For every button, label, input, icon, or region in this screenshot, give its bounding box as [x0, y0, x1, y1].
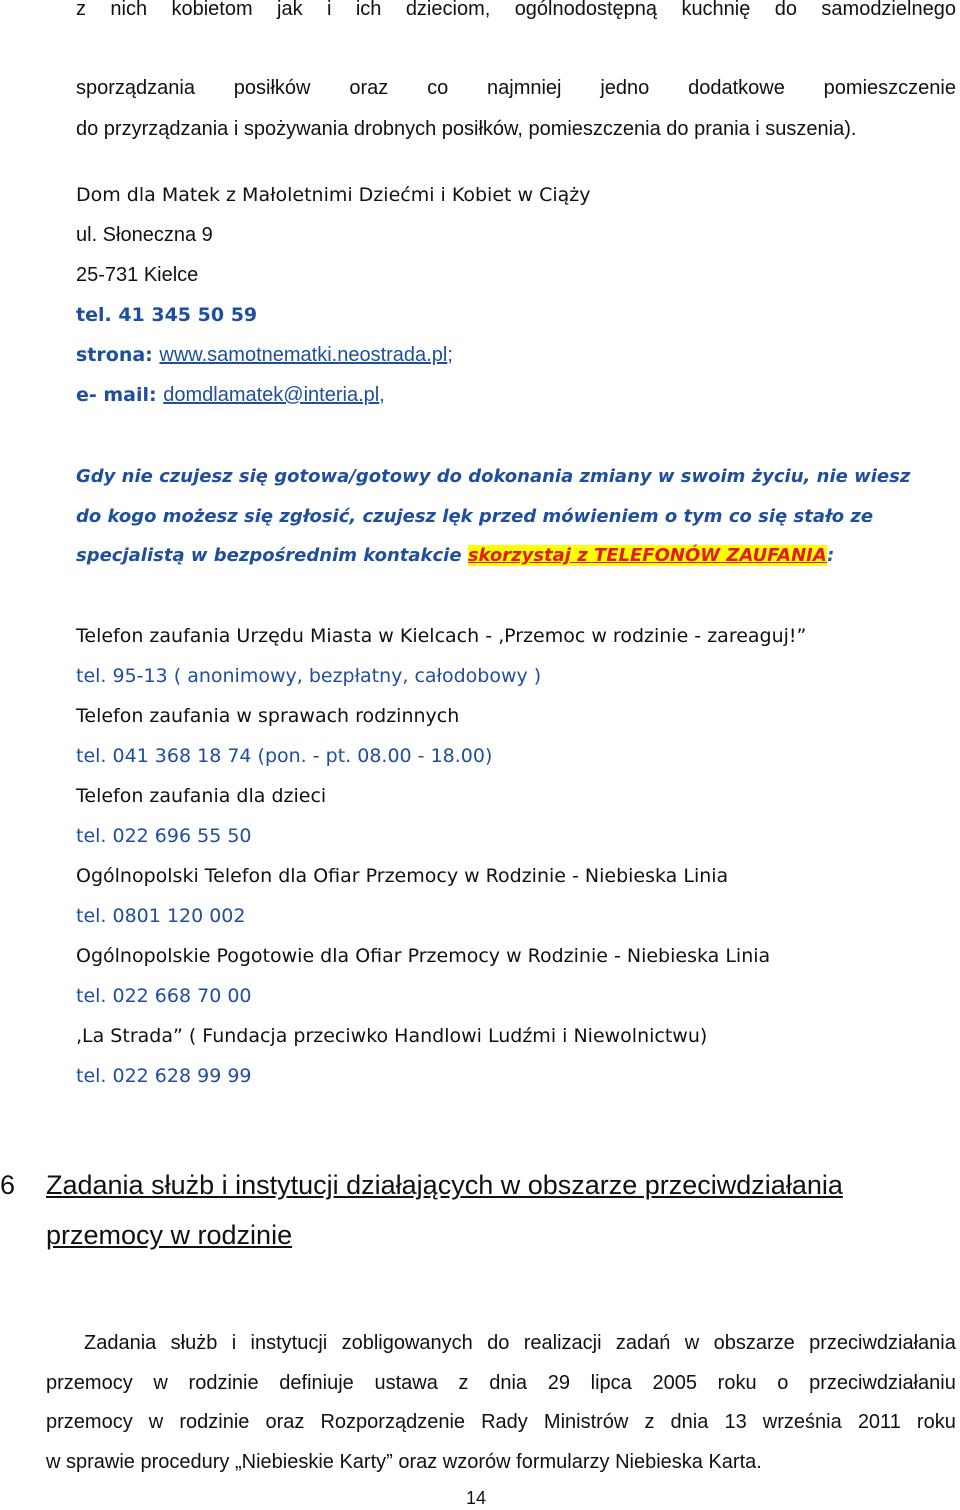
- word: przeciwdziałaniu: [809, 1372, 956, 1394]
- section-p-line-4: w sprawie procedury „Niebieskie Karty” oraz wzorów formularzy Niebieska Karta.: [46, 1451, 762, 1473]
- word: oraz: [265, 1411, 305, 1433]
- word: rodzinie: [179, 1411, 250, 1433]
- word: co: [427, 77, 449, 99]
- word: ich: [355, 0, 382, 20]
- hotline-title: Ogólnopolskie Pogotowie dla Ofiar Przemocy w Rodzinie - Niebieska Linia: [76, 945, 771, 967]
- hotline-phone: tel. 022 668 70 00: [76, 985, 252, 1007]
- appeal-line-3-colon: :: [827, 545, 835, 566]
- word: rodzinie: [188, 1372, 259, 1394]
- word: Rady: [481, 1411, 528, 1433]
- word: Rozporządzenie: [320, 1411, 466, 1433]
- word: z: [644, 1411, 655, 1433]
- word: instytucji: [250, 1332, 328, 1354]
- section-title-line-1: Zadania służb i instytucji działających w obszarze przeciwdziałania: [46, 1170, 843, 1200]
- word: Ministrów: [543, 1411, 629, 1433]
- word: z: [76, 0, 86, 20]
- word: 2011: [857, 1411, 901, 1433]
- word: zobligowanych: [341, 1332, 473, 1354]
- hotline-title: Telefon zaufania dla dzieci: [76, 785, 327, 807]
- word: dzieciom,: [405, 0, 491, 20]
- word: najmniej: [487, 77, 562, 99]
- appeal-line-3: [76, 545, 834, 566]
- word: sporządzania: [76, 77, 195, 99]
- word: Zadania: [84, 1332, 157, 1354]
- word: w: [153, 1372, 168, 1394]
- word: realizacji: [523, 1332, 602, 1354]
- hotline-phone: tel. 022 628 99 99: [76, 1065, 252, 1087]
- institution-name: Dom dla Matek z Małoletnimi Dziećmi i Kobiet w Ciąży: [76, 184, 591, 206]
- word: ustawa: [374, 1372, 438, 1394]
- word: września: [762, 1411, 842, 1433]
- hotline-title: Telefon zaufania Urzędu Miasta w Kielcach - ‚Przemoc w rodzinie - zareaguj!”: [76, 625, 807, 647]
- word: jedno: [600, 77, 650, 99]
- word: służb: [170, 1332, 218, 1354]
- word: kobietom: [171, 0, 253, 20]
- word: samodzielnego: [821, 0, 956, 20]
- intro-line-3: do przyrządzania i spożywania drobnych posiłków, pomieszczenia do prania i suszenia).: [76, 118, 857, 140]
- word: ogólnodostępną: [514, 0, 658, 20]
- page-number: 14: [466, 1488, 487, 1508]
- word: dnia: [670, 1411, 709, 1433]
- institution-web-row: [76, 344, 453, 367]
- word: do: [487, 1332, 510, 1354]
- intro-line-1: [76, 0, 956, 21]
- word: dnia: [489, 1372, 528, 1394]
- word: i: [231, 1332, 237, 1354]
- mail-link[interactable]: domdlamatek@interia.pl: [163, 384, 380, 406]
- institution-city: 25-731 Kielce: [76, 264, 199, 286]
- section-p-line-1: [84, 1332, 956, 1355]
- section-p-line-2: [46, 1372, 956, 1395]
- hotline-title: Ogólnopolski Telefon dla Ofiar Przemocy w Rodzinie - Niebieska Linia: [76, 865, 729, 887]
- word: w: [148, 1411, 164, 1433]
- word: oraz: [349, 77, 389, 99]
- web-label: strona:: [76, 344, 160, 366]
- word: 13: [724, 1411, 747, 1433]
- word: o: [777, 1372, 789, 1394]
- hotline-highlight: skorzystaj z TELEFONÓW ZAUFANIA: [467, 545, 828, 566]
- appeal-line-3-text: specjalistą w bezpośrednim kontakcie: [76, 545, 468, 566]
- word: lipca: [590, 1372, 632, 1394]
- institution-phone: tel. 41 345 50 59: [76, 304, 258, 326]
- institution-street: ul. Słoneczna 9: [76, 224, 213, 246]
- web-link[interactable]: www.samotnematki.neostrada.pl: [159, 344, 448, 366]
- word: definiuje: [279, 1372, 354, 1394]
- web-suffix: ;: [447, 344, 453, 366]
- word: obszarze: [713, 1332, 795, 1354]
- hotline-title: ‚La Strada” ( Fundacja przeciwko Handlowi Ludźmi i Niewolnictwu): [76, 1025, 708, 1047]
- word: przemocy: [46, 1411, 133, 1433]
- word: 29: [547, 1372, 570, 1394]
- appeal-line-2: do kogo możesz się zgłosić, czujesz lęk przed mówieniem o tym co się stało ze: [76, 506, 874, 527]
- word: zadań: [615, 1332, 671, 1354]
- word: posiłków: [233, 77, 311, 99]
- hotline-phone: tel. 0801 120 002: [76, 905, 246, 927]
- section-number: 6: [0, 1170, 16, 1200]
- institution-mail-row: [76, 384, 385, 407]
- word: do: [774, 0, 798, 20]
- word: w: [684, 1332, 700, 1354]
- word: i: [327, 0, 332, 20]
- word: pomieszczenie: [823, 77, 956, 99]
- appeal-line-1: Gdy nie czujesz się gotowa/gotowy do dokonania zmiany w swoim życiu, nie wiesz: [76, 466, 911, 487]
- word: przemocy: [46, 1372, 133, 1394]
- hotline-phone: tel. 95-13 ( anonimowy, bezpłatny, całodobowy ): [76, 665, 542, 687]
- section-title-line-2: przemocy w rodzinie: [46, 1220, 293, 1250]
- intro-line-2: [76, 77, 956, 100]
- mail-suffix: ,: [379, 384, 385, 406]
- mail-label: e- mail:: [76, 384, 164, 406]
- word: dodatkowe: [688, 77, 785, 99]
- section-p-line-3: [46, 1411, 956, 1434]
- hotline-title: Telefon zaufania w sprawach rodzinnych: [76, 705, 460, 727]
- word: roku: [717, 1372, 757, 1394]
- word: z: [458, 1372, 469, 1394]
- word: 2005: [652, 1372, 697, 1394]
- hotline-phone: tel. 041 368 18 74 (pon. - pt. 08.00 - 18.00): [76, 745, 493, 767]
- hotline-phone: tel. 022 696 55 50: [76, 825, 252, 847]
- word: roku: [916, 1411, 956, 1433]
- word: przeciwdziałania: [809, 1332, 956, 1354]
- word: nich: [110, 0, 148, 20]
- word: kuchnię: [681, 0, 751, 20]
- word: jak: [277, 0, 303, 20]
